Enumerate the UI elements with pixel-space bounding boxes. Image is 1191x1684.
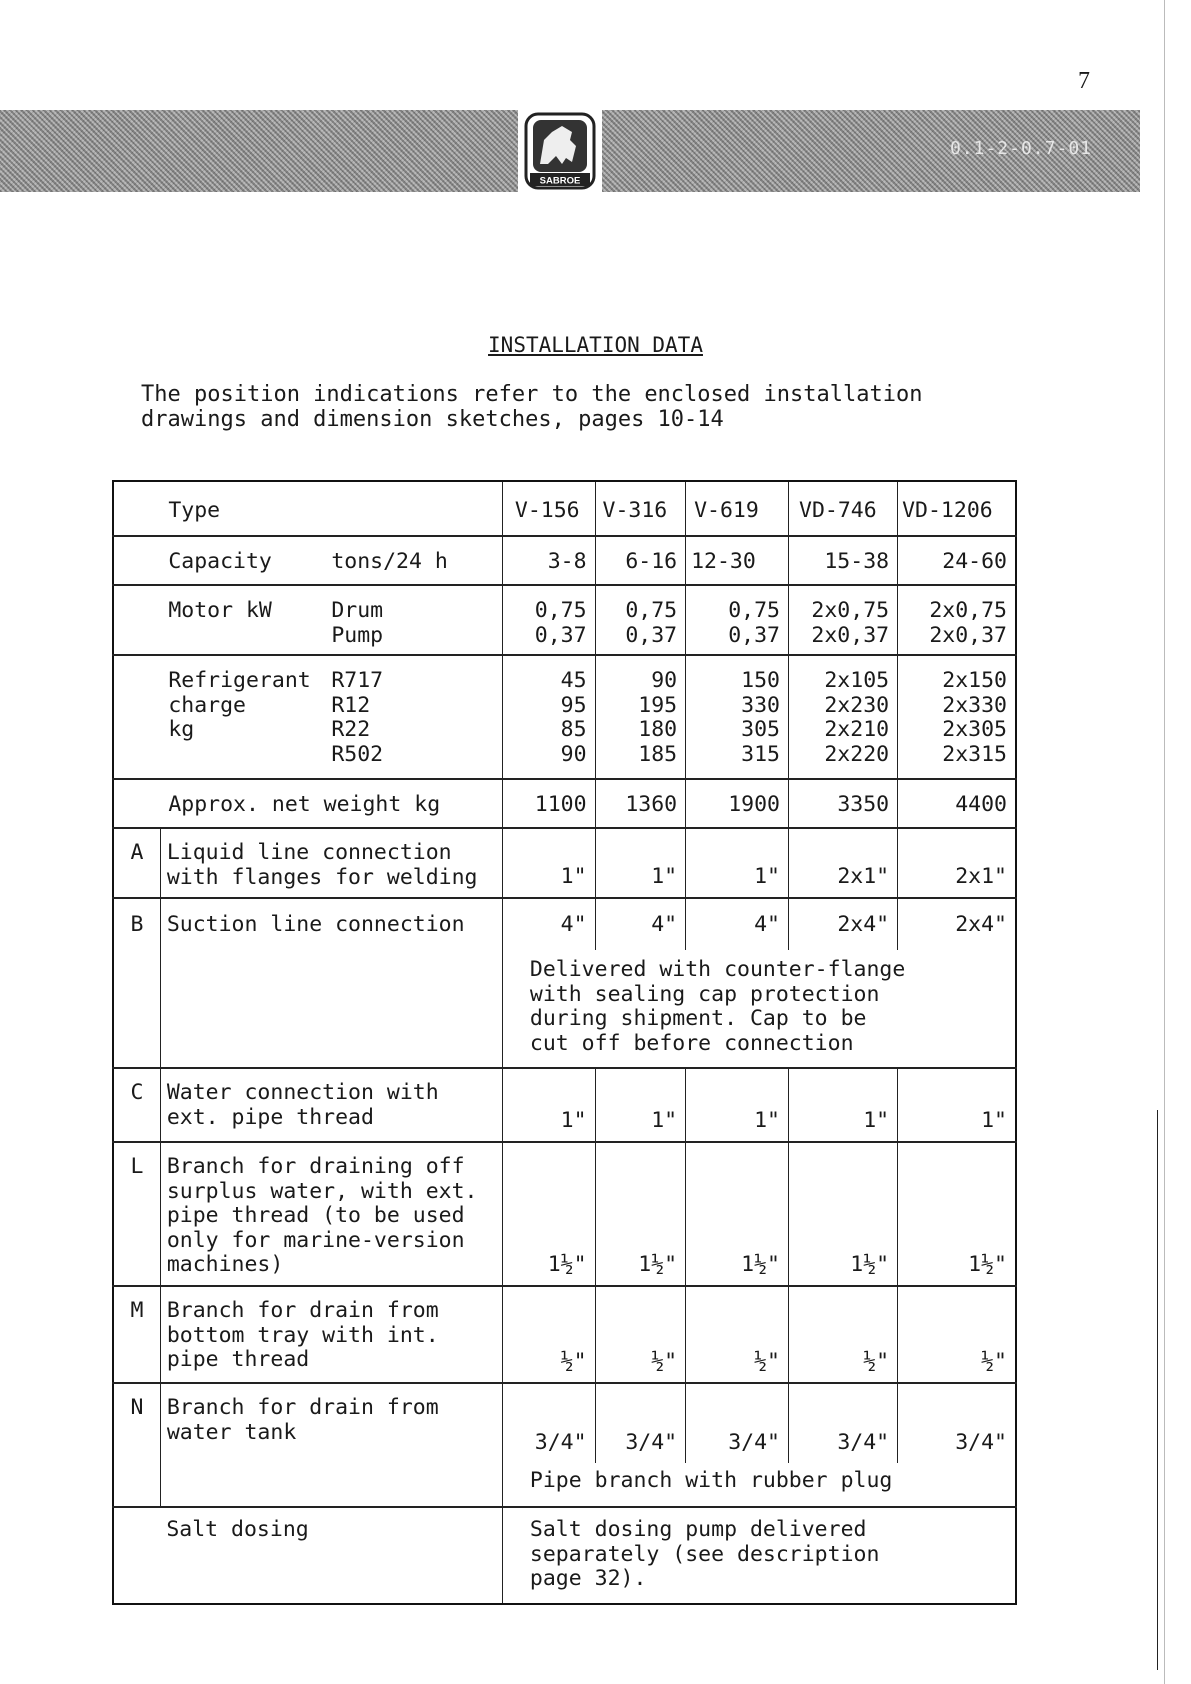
weight-cell: 3350 bbox=[789, 779, 898, 828]
type-cell: VD-1206 bbox=[898, 481, 1016, 536]
row-A-label: Liquid line connection with flanges for welding bbox=[160, 828, 502, 898]
salt-note: Salt dosing pump delivered separately (see description page 32). bbox=[502, 1507, 1016, 1604]
position-letter: L bbox=[113, 1142, 160, 1286]
row-B-cell: 4" bbox=[595, 898, 686, 950]
motor-cell: 0,75 0,37 bbox=[595, 585, 686, 655]
type-cell: V-619 bbox=[686, 481, 789, 536]
row-refrigerant bbox=[113, 655, 1016, 779]
row-N-cell: 3/4" bbox=[789, 1383, 898, 1463]
row-B-cell: 4" bbox=[686, 898, 789, 950]
row-type bbox=[113, 481, 1016, 536]
weight-cell: 1900 bbox=[686, 779, 789, 828]
refrigerant-label: Refrigerant charge kg bbox=[160, 655, 323, 779]
intro-line: The position indications refer to the enclosed installation bbox=[141, 382, 923, 407]
section-title: INSTALLATION DATA bbox=[488, 333, 703, 357]
row-N-cell: 3/4" bbox=[686, 1383, 789, 1463]
row-L-cell: 1½" bbox=[502, 1142, 595, 1286]
page-number: 7 bbox=[1078, 68, 1090, 94]
row-M-cell: ½" bbox=[686, 1286, 789, 1383]
row-salt bbox=[113, 1507, 1016, 1604]
row-A-cell: 1" bbox=[502, 828, 595, 898]
position-letter: M bbox=[113, 1286, 160, 1383]
weight-cell: 1360 bbox=[595, 779, 686, 828]
row-weight bbox=[113, 779, 1016, 828]
position-letter: B bbox=[113, 898, 160, 1068]
weight-label: Approx. net weight kg bbox=[160, 779, 502, 828]
row-L-cell: 1½" bbox=[686, 1142, 789, 1286]
intro-line: drawings and dimension sketches, pages 10-14 bbox=[141, 407, 724, 432]
row-N-label: Branch for drain from water tank bbox=[160, 1383, 502, 1507]
row-B-note-text: Delivered with counter-flange with sealing cap protection during shipment. Cap to be cut off before connection bbox=[502, 950, 1016, 1068]
refrigerant-cell: 45 95 85 90 bbox=[502, 655, 595, 779]
row-A-cell: 1" bbox=[595, 828, 686, 898]
row-N-cell: 3/4" bbox=[898, 1383, 1016, 1463]
row-C-label: Water connection with ext. pipe thread bbox=[160, 1068, 502, 1142]
row-C-cell: 1" bbox=[502, 1068, 595, 1142]
row-L-cell: 1½" bbox=[898, 1142, 1016, 1286]
row-L bbox=[113, 1142, 1016, 1286]
capacity-cell: 15-38 bbox=[789, 536, 898, 585]
row-B-cell: 2x4" bbox=[789, 898, 898, 950]
weight-cell: 1100 bbox=[502, 779, 595, 828]
position-letter: C bbox=[113, 1068, 160, 1142]
type-cell: VD-746 bbox=[789, 481, 898, 536]
row-L-cell: 1½" bbox=[789, 1142, 898, 1286]
document-code: 0.1-2-0.7-01 bbox=[949, 138, 1092, 159]
motor-cell: 0,75 0,37 bbox=[502, 585, 595, 655]
refrigerant-cell: 2x105 2x230 2x210 2x220 bbox=[789, 655, 898, 779]
row-M-cell: ½" bbox=[898, 1286, 1016, 1383]
type-label: Type bbox=[168, 498, 221, 523]
row-N-cell: 3/4" bbox=[595, 1383, 686, 1463]
row-B bbox=[113, 898, 1016, 950]
refrigerant-cell: 90 195 180 185 bbox=[595, 655, 686, 779]
row-C-cell: 1" bbox=[595, 1068, 686, 1142]
type-cell: V-156 bbox=[502, 481, 595, 536]
weight-cell: 4400 bbox=[898, 779, 1016, 828]
header-banner-right bbox=[602, 110, 1140, 192]
row-B-cell: 4" bbox=[502, 898, 595, 950]
row-A-cell: 1" bbox=[686, 828, 789, 898]
installation-data-table bbox=[112, 480, 1017, 1605]
sabroe-logo bbox=[522, 110, 598, 192]
refrigerant-sub: R717 R12 R22 R502 bbox=[323, 655, 502, 779]
row-A bbox=[113, 828, 1016, 898]
row-M-cell: ½" bbox=[595, 1286, 686, 1383]
capacity-cell: 12-30 bbox=[686, 536, 789, 585]
capacity-cell: 24-60 bbox=[898, 536, 1016, 585]
capacity-unit: tons/24 h bbox=[323, 536, 502, 585]
capacity-label: Capacity bbox=[160, 536, 323, 585]
refrigerant-cell: 2x150 2x330 2x305 2x315 bbox=[898, 655, 1016, 779]
row-C bbox=[113, 1068, 1016, 1142]
row-N-note-text: Pipe branch with rubber plug bbox=[502, 1463, 1016, 1507]
row-M-label: Branch for drain from bottom tray with int. pipe thread bbox=[160, 1286, 502, 1383]
svg-text:SABROE: SABROE bbox=[539, 175, 581, 187]
row-N-cell: 3/4" bbox=[502, 1383, 595, 1463]
row-B-label: Suction line connection bbox=[160, 898, 502, 1068]
intro-paragraph bbox=[141, 382, 922, 432]
motor-cell: 0,75 0,37 bbox=[686, 585, 789, 655]
row-N bbox=[113, 1383, 1016, 1463]
row-A-cell: 2x1" bbox=[789, 828, 898, 898]
row-B-cell: 2x4" bbox=[898, 898, 1016, 950]
page-edge-line bbox=[1164, 0, 1165, 1684]
row-motor bbox=[113, 585, 1016, 655]
refrigerant-cell: 150 330 305 315 bbox=[686, 655, 789, 779]
row-C-cell: 1" bbox=[898, 1068, 1016, 1142]
row-M-cell: ½" bbox=[789, 1286, 898, 1383]
page-edge-line-dark bbox=[1157, 1110, 1158, 1670]
row-L-label: Branch for draining off surplus water, with ext. pipe thread (to be used only for marine-version machines) bbox=[160, 1142, 502, 1286]
position-letter: A bbox=[113, 828, 160, 898]
header-banner-left bbox=[0, 110, 518, 192]
row-A-cell: 2x1" bbox=[898, 828, 1016, 898]
row-L-cell: 1½" bbox=[595, 1142, 686, 1286]
position-letter: N bbox=[113, 1383, 160, 1507]
motor-sub: Drum Pump bbox=[323, 585, 502, 655]
row-capacity bbox=[113, 536, 1016, 585]
row-M-cell: ½" bbox=[502, 1286, 595, 1383]
row-M bbox=[113, 1286, 1016, 1383]
motor-label: Motor kW bbox=[160, 585, 323, 655]
capacity-cell: 6-16 bbox=[595, 536, 686, 585]
motor-cell: 2x0,75 2x0,37 bbox=[898, 585, 1016, 655]
capacity-cell: 3-8 bbox=[502, 536, 595, 585]
row-C-cell: 1" bbox=[789, 1068, 898, 1142]
salt-label: Salt dosing bbox=[160, 1507, 502, 1604]
row-C-cell: 1" bbox=[686, 1068, 789, 1142]
type-cell: V-316 bbox=[595, 481, 686, 536]
motor-cell: 2x0,75 2x0,37 bbox=[789, 585, 898, 655]
